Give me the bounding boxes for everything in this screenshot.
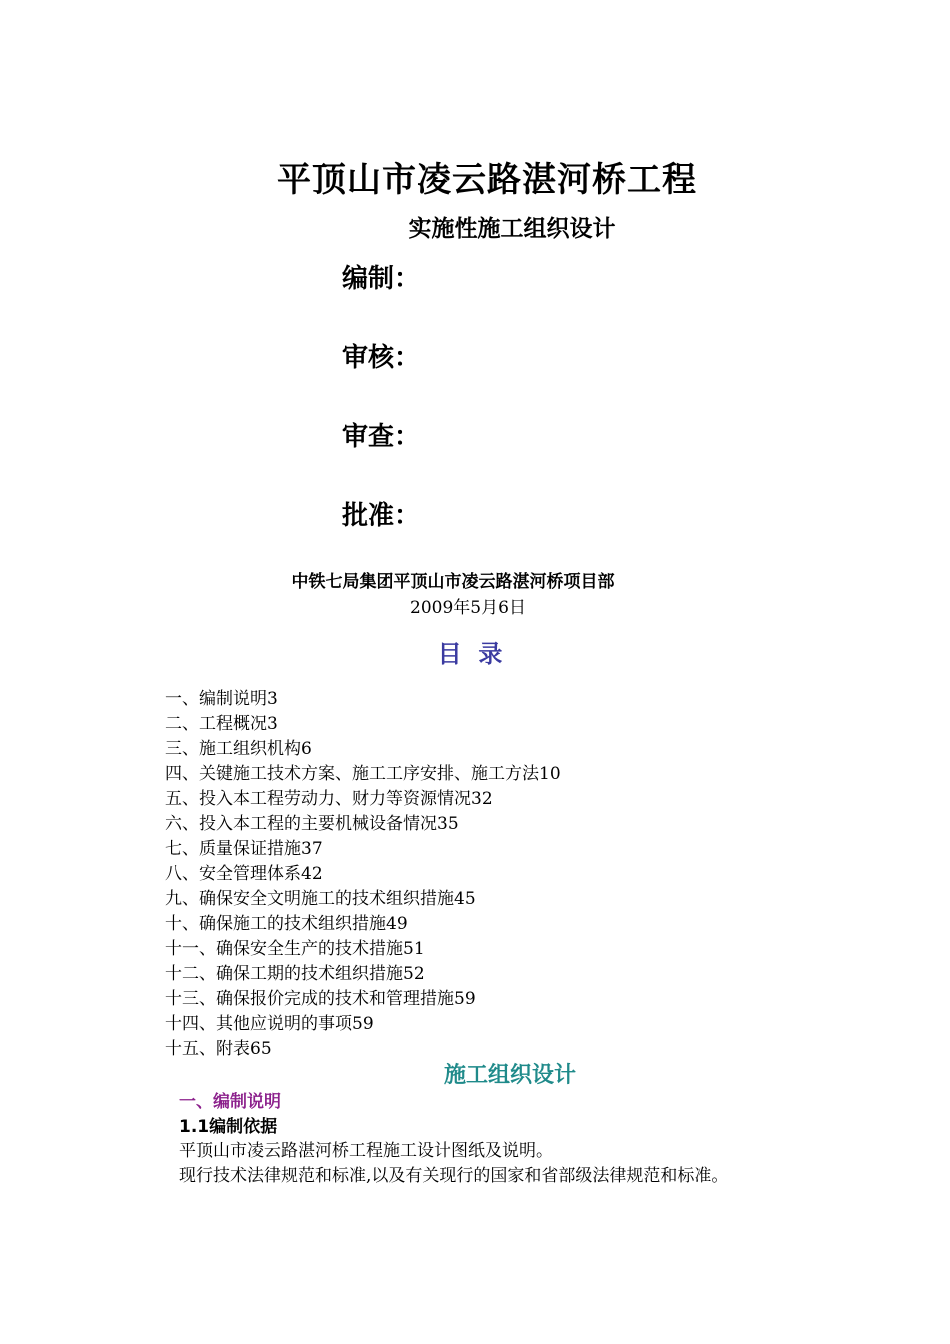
toc-item: 十二、确保工期的技术组织措施52 [165, 964, 425, 984]
table-of-contents [165, 687, 561, 1062]
toc-item: 一、编制说明3 [165, 689, 278, 709]
toc-item: 十五、附表65 [165, 1039, 272, 1059]
heading-compilation-basis: 1.1编制依据 [179, 1117, 278, 1137]
toc-item: 六、投入本工程的主要机械设备情况35 [165, 814, 459, 834]
heading-compilation-notes: 一、编制说明 [179, 1092, 281, 1112]
toc-item: 二、工程概况3 [165, 714, 278, 734]
signature-reviewed-by: 审核： [342, 343, 421, 373]
toc-item: 十一、确保安全生产的技术措施51 [165, 939, 425, 959]
toc-item: 十、确保施工的技术组织措施49 [165, 914, 408, 934]
toc-item: 八、安全管理体系42 [165, 864, 323, 884]
signature-examined-by: 审查： [342, 422, 421, 452]
toc-item: 五、投入本工程劳动力、财力等资源情况32 [165, 789, 493, 809]
toc-item: 九、确保安全文明施工的技术组织措施45 [165, 889, 476, 909]
organization-name: 中铁七局集团平顶山市凌云路湛河桥项目部 [291, 572, 615, 592]
signature-compiled-by: 编制： [342, 264, 421, 294]
toc-item: 十四、其他应说明的事项59 [165, 1014, 374, 1034]
toc-item: 七、质量保证措施37 [165, 839, 323, 859]
signature-approved-by: 批准： [342, 501, 421, 531]
document-title: 平顶山市凌云路湛河桥工程 [277, 160, 697, 200]
toc-title: 目 录 [437, 640, 503, 668]
document-date: 2009年5月6日 [410, 598, 526, 618]
body-paragraph: 现行技术法律规范和标准,以及有关现行的国家和省部级法律规范和标准。 [179, 1166, 729, 1186]
document-subtitle: 实施性施工组织设计 [408, 216, 616, 242]
toc-item: 四、关键施工技术方案、施工工序安排、施工方法10 [165, 764, 561, 784]
body-paragraph: 平顶山市凌云路湛河桥工程施工设计图纸及说明。 [179, 1141, 553, 1161]
toc-item: 三、施工组织机构6 [165, 739, 312, 759]
section-title: 施工组织设计 [443, 1063, 576, 1088]
toc-item: 十三、确保报价完成的技术和管理措施59 [165, 989, 476, 1009]
